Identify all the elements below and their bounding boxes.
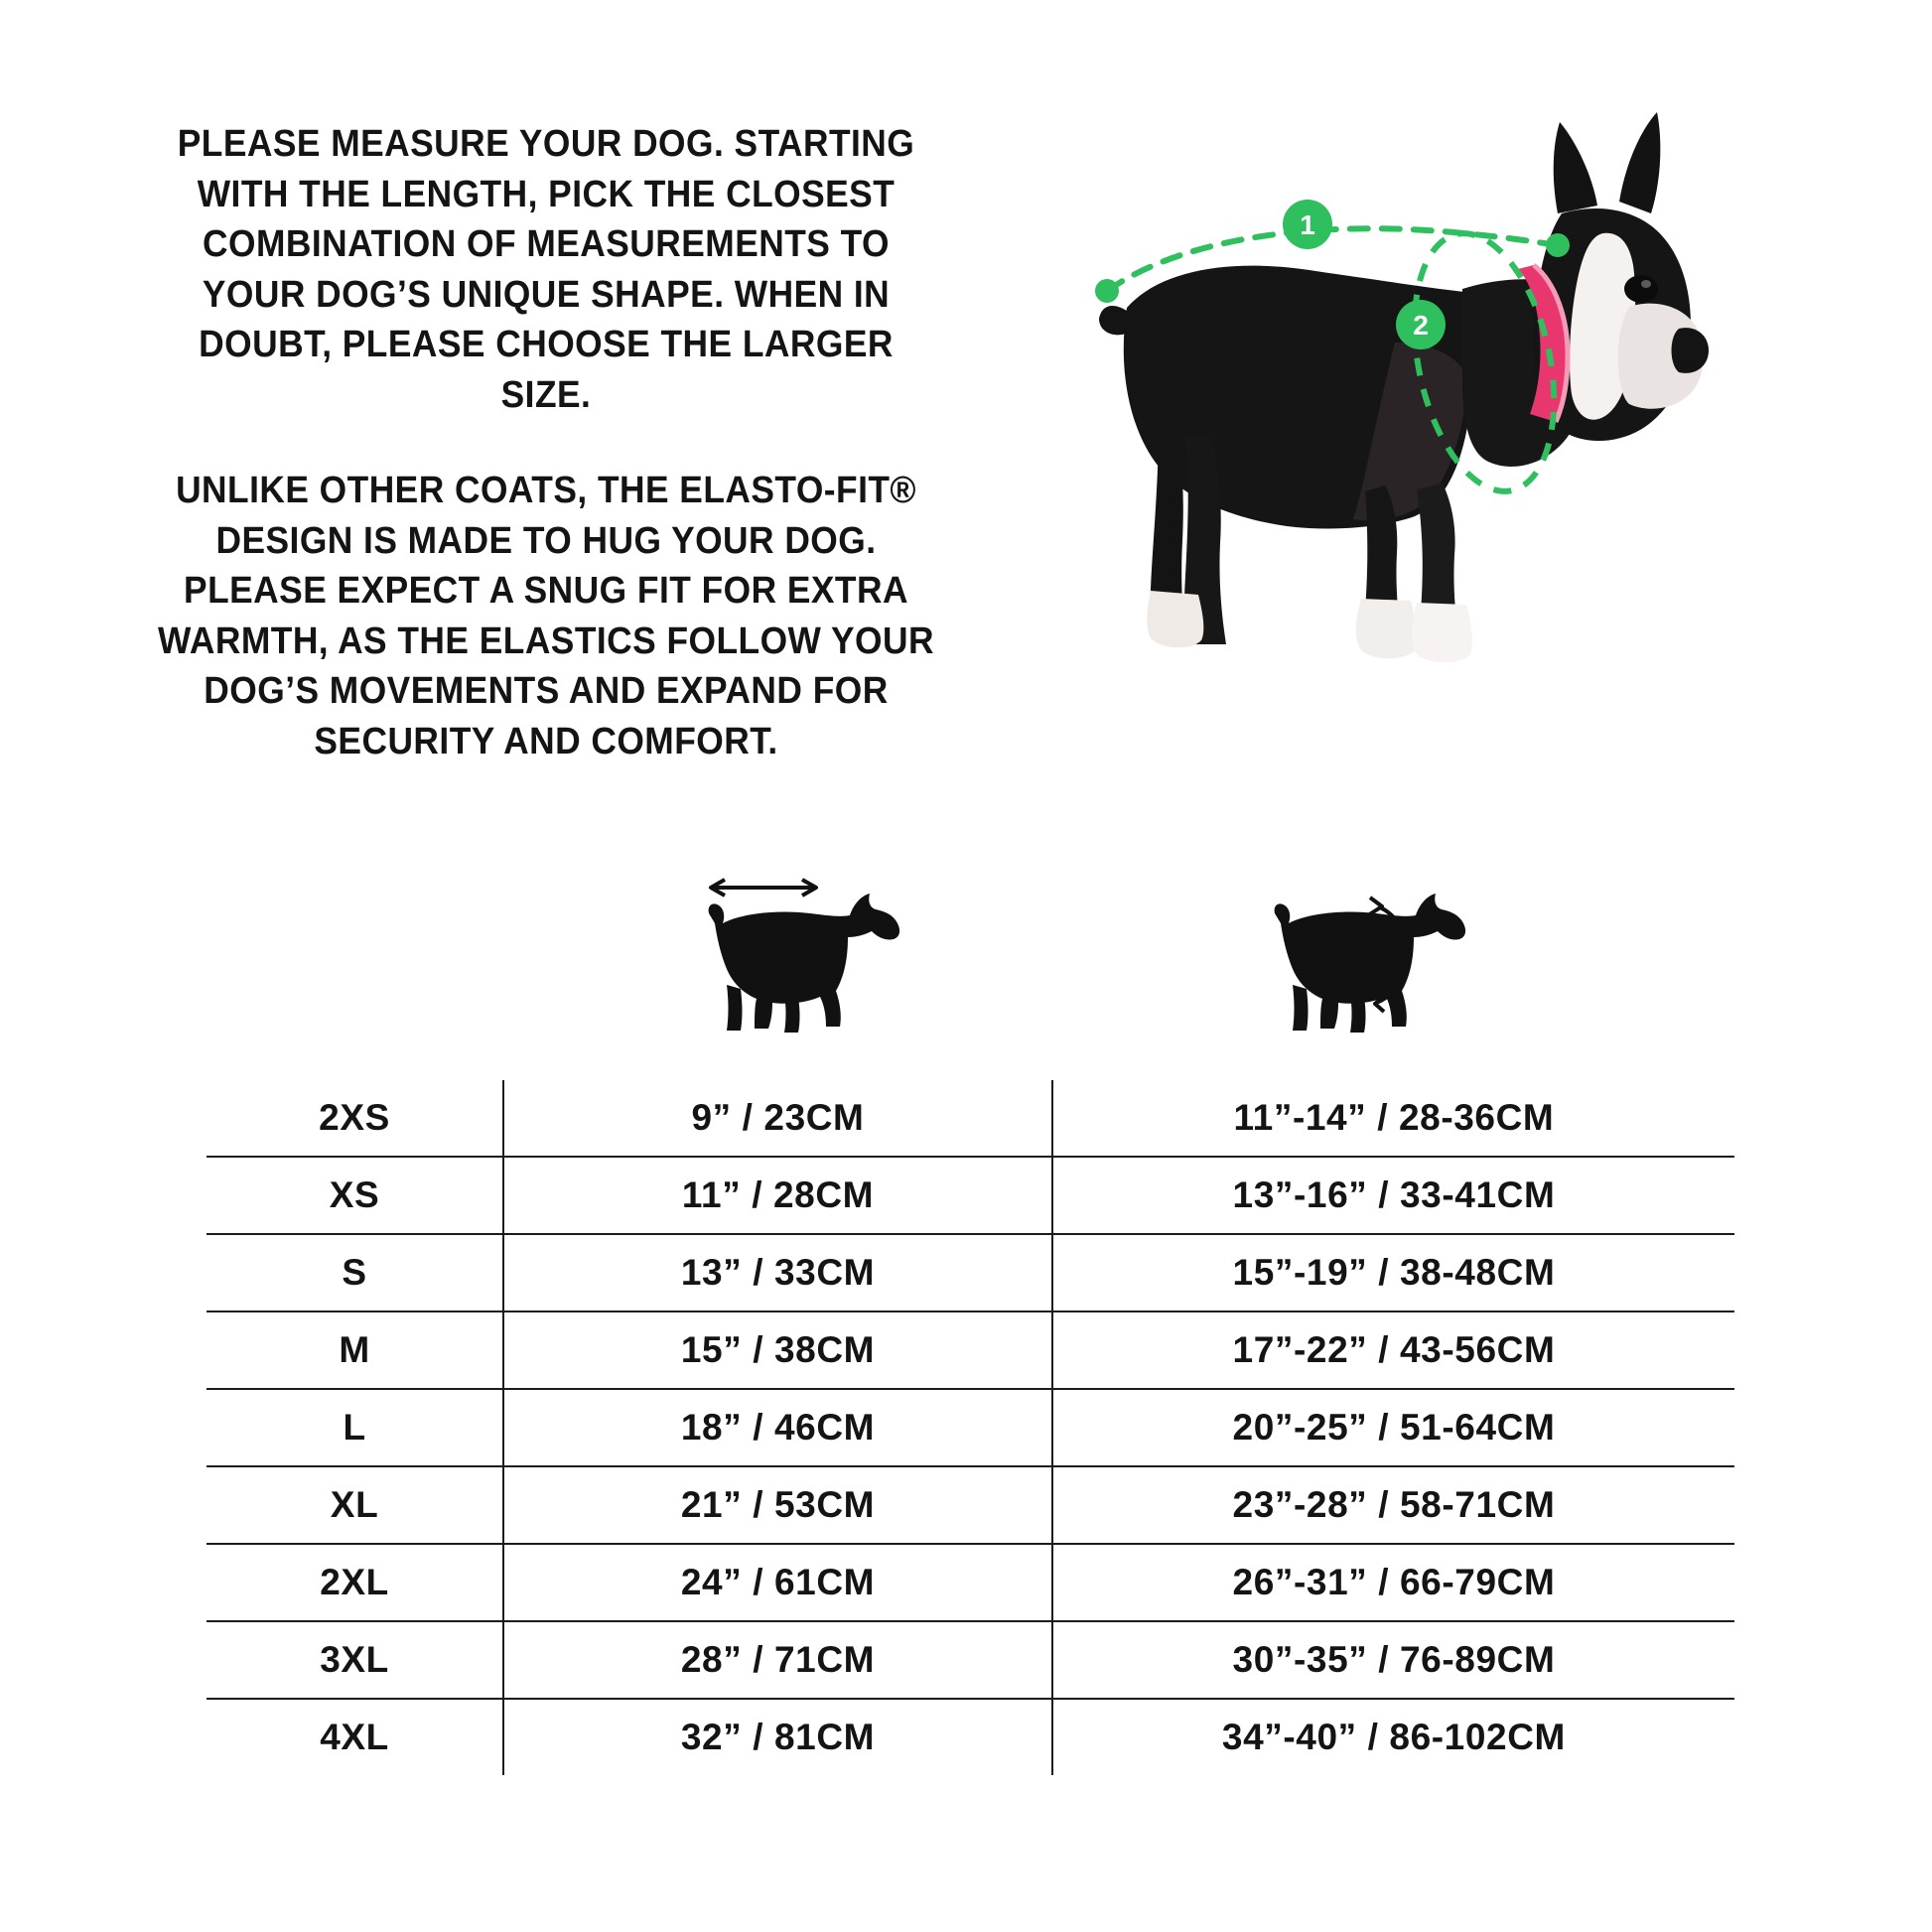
size-chart-table xyxy=(204,1077,1737,1778)
cell-length: 24” / 61CM xyxy=(503,1544,1052,1621)
girth-icon-block xyxy=(1261,874,1479,1052)
cell-length: 32” / 81CM xyxy=(503,1699,1052,1777)
table-row xyxy=(206,1699,1736,1777)
dog-length-silhouette-icon xyxy=(695,874,913,1047)
cell-size: XL xyxy=(206,1466,504,1544)
cell-size: XS xyxy=(206,1157,504,1234)
dog-photo-with-measurement-guides xyxy=(1067,94,1862,769)
cell-girth: 17”-22” / 43-56CM xyxy=(1052,1311,1736,1389)
cell-girth: 23”-28” / 58-71CM xyxy=(1052,1466,1736,1544)
cell-girth: 30”-35” / 76-89CM xyxy=(1052,1621,1736,1699)
cell-length: 9” / 23CM xyxy=(503,1079,1052,1158)
cell-size: 3XL xyxy=(206,1621,504,1699)
cell-girth: 20”-25” / 51-64CM xyxy=(1052,1389,1736,1466)
cell-girth: 15”-19” / 38-48CM xyxy=(1052,1234,1736,1311)
cell-length: 21” / 53CM xyxy=(503,1466,1052,1544)
dog-body-shape xyxy=(1099,112,1709,662)
size-chart-table-wrapper xyxy=(204,1077,1737,1778)
cell-size: 4XL xyxy=(206,1699,504,1777)
intro-paragraph-1: PLEASE MEASURE YOUR DOG. STARTING WITH THE LENGTH, PICK THE CLOSEST COMBINATION OF MEASUREMENTS TO YOUR DOG’S UNIQUE SHAPE. WHEN IN DOUBT, PLEASE CHOOSE THE LARGER SIZE. xyxy=(177,123,915,416)
measurement-icons-row xyxy=(0,874,1932,1062)
dog-girth-silhouette-icon xyxy=(1261,874,1479,1047)
cell-size: 2XS xyxy=(206,1079,504,1158)
cell-length: 28” / 71CM xyxy=(503,1621,1052,1699)
cell-size: S xyxy=(206,1234,504,1311)
cell-girth: 11”-14” / 28-36CM xyxy=(1052,1079,1736,1158)
table-row xyxy=(206,1311,1736,1389)
cell-length: 18” / 46CM xyxy=(503,1389,1052,1466)
dog-illustration xyxy=(1067,94,1862,769)
cell-length: 13” / 33CM xyxy=(503,1234,1052,1311)
table-row xyxy=(206,1466,1736,1544)
length-icon-block xyxy=(695,874,913,1052)
cell-size: L xyxy=(206,1389,504,1466)
table-row xyxy=(206,1157,1736,1234)
intro-paragraph-2: UNLIKE OTHER COATS, THE ELASTO-FIT® DESIGN IS MADE TO HUG YOUR DOG. PLEASE EXPECT A SNUG FIT FOR EXTRA WARMTH, AS THE ELASTICS FOLLOW YOUR DOG’S MOVEMENTS AND EXPAND FOR SECURITY AND COMFORT. xyxy=(158,470,934,762)
cell-girth: 13”-16” / 33-41CM xyxy=(1052,1157,1736,1234)
table-row xyxy=(206,1234,1736,1311)
cell-length: 15” / 38CM xyxy=(503,1311,1052,1389)
table-row xyxy=(206,1621,1736,1699)
cell-size: M xyxy=(206,1311,504,1389)
table-row xyxy=(206,1544,1736,1621)
marker-1-label: 1 xyxy=(1300,209,1315,240)
table-row xyxy=(206,1079,1736,1158)
table-row xyxy=(206,1389,1736,1466)
marker-2-label: 2 xyxy=(1413,310,1429,341)
intro-text-block xyxy=(119,119,973,812)
cell-girth: 34”-40” / 86-102CM xyxy=(1052,1699,1736,1777)
cell-length: 11” / 28CM xyxy=(503,1157,1052,1234)
cell-girth: 26”-31” / 66-79CM xyxy=(1052,1544,1736,1621)
cell-size: 2XL xyxy=(206,1544,504,1621)
